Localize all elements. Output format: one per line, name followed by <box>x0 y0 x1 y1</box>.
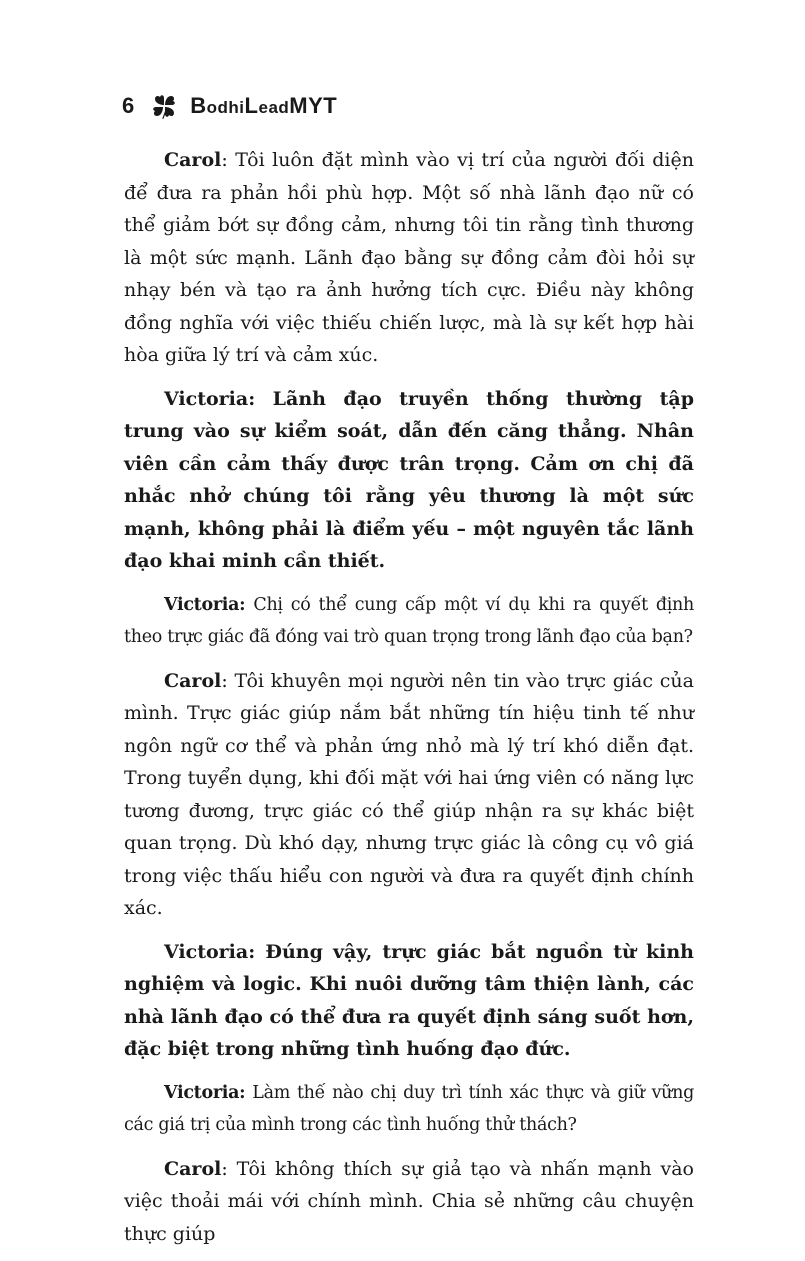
four-leaf-clover-icon <box>150 92 178 120</box>
speaker-name: Carol <box>164 149 222 171</box>
dialogue-paragraph: Victoria: Chị có thể cung cấp một ví dụ khi ra quyết định theo trực giác đã đóng vai trò quan trọng trong lãnh đạo của bạn? <box>124 594 694 647</box>
brand-name: BodhiLeadMYT <box>190 93 338 118</box>
dialogue-paragraph: Victoria: Làm thế nào chị duy trì tính xác thực và giữ vững các giá trị của mình trong các tình huống thử thách? <box>124 1082 694 1135</box>
dialogue-paragraph: Carol: Tôi khuyên mọi người nên tin vào trực giác của mình. Trực giác giúp nắm bắt những tín hiệu tinh tế như ngôn ngữ cơ thể và phản ứng nhỏ mà lý trí khó diễn đạt. Trong tuyển dụng, khi đối mặt với hai ứng viên có năng lực tương đương, trực giác có thể giúp nhận ra sự khác biệt quan trọng. Dù khó dạy, nhưng trực giác là công cụ vô giá trong việc thấu hiểu con người và đưa ra quyết định chính xác. <box>124 669 694 919</box>
page-header <box>122 90 337 122</box>
dialogue-paragraph: Carol: Tôi không thích sự giả tạo và nhấn mạnh vào việc thoải mái với chính mình. Chia sẻ những câu chuyện thực giúp <box>124 1157 694 1245</box>
speaker-name: Carol <box>164 669 222 692</box>
speaker-name: Victoria: <box>164 594 246 615</box>
dialogue-paragraph: Victoria: Đúng vậy, trực giác bắt nguồn từ kinh nghiệm và logic. Khi nuôi dưỡng tâm thiện lành, các nhà lãnh đạo có thể đưa ra quyết định sáng suốt hơn, đặc biệt trong những tình huống đạo đức. <box>124 940 694 1060</box>
speaker-name: Victoria <box>164 387 249 410</box>
dialogue-paragraph: Victoria: Lãnh đạo truyền thống thường tập trung vào sự kiểm soát, dẫn đến căng thẳng. Nhân viên cần cảm thấy được trân trọng. Cảm ơn chị đã nhắc nhở chúng tôi rằng yêu thương là một sức mạnh, không phải là điểm yếu – một nguyên tắc lãnh đạo khai minh cần thiết. <box>124 387 694 572</box>
dialogue-paragraph: Carol: Tôi luôn đặt mình vào vị trí của người đối diện để đưa ra phản hồi phù hợp. Một số nhà lãnh đạo nữ có thể giảm bớt sự đồng cảm, nhưng tôi tin rằng tình thương là một sức mạnh. Lãnh đạo bằng sự đồng cảm đòi hỏi sự nhạy bén và tạo ra ảnh hưởng tích cực. Điều này không đồng nghĩa với việc thiếu chiến lược, mà là sự kết hợp hài hòa giữa lý trí và cảm xúc. <box>124 149 694 366</box>
speaker-name: Victoria <box>164 940 249 963</box>
speaker-name: Carol <box>164 1157 222 1180</box>
page-number: 6 <box>122 93 135 118</box>
speaker-name: Victoria: <box>164 1082 246 1103</box>
page-body <box>124 144 694 1261</box>
